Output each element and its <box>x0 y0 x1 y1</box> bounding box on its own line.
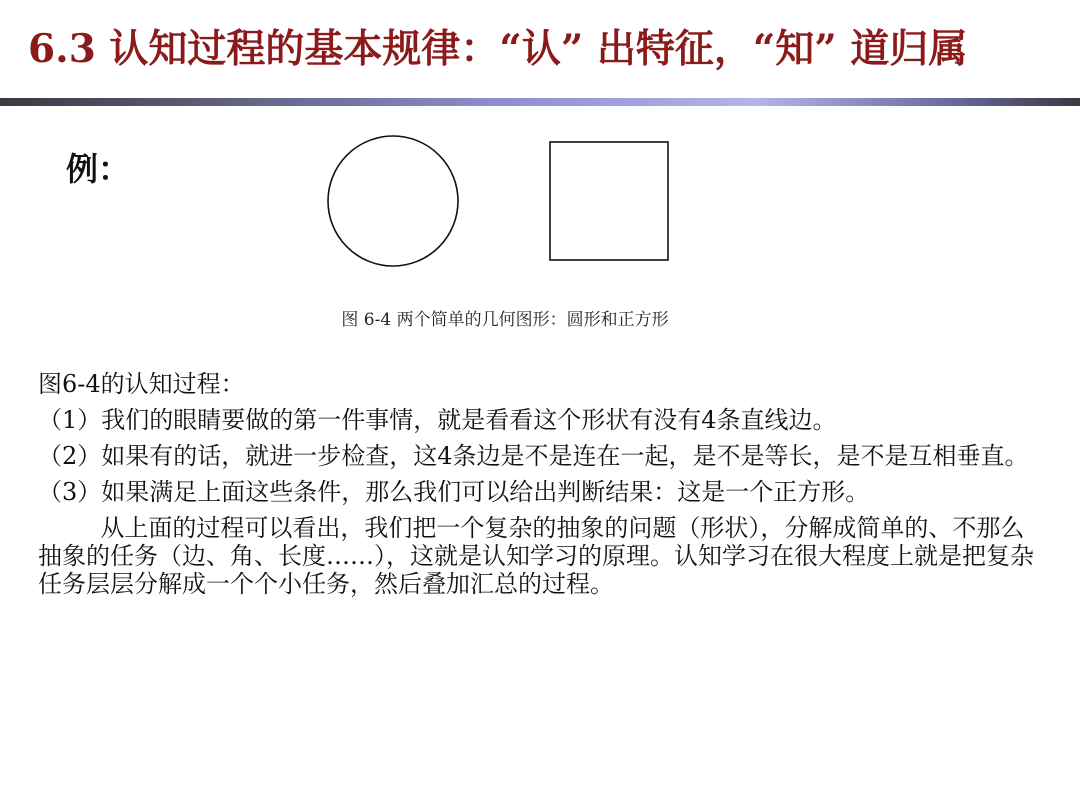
slide-title: 6.3 认知过程的基本规律：“认” 出特征，“知” 道归属 <box>28 26 968 72</box>
square-shape <box>550 142 668 260</box>
circle-shape <box>328 136 458 266</box>
geometry-figure <box>320 134 680 274</box>
title-underline <box>0 98 1080 106</box>
conclusion-paragraph: 从上面的过程可以看出，我们把一个复杂的抽象的问题（形状），分解成简单的、不那么抽象的任务（边、角、长度……），这就是认知学习的原理。认知学习在很大程度上就是把复杂任务层层分解成一个个小任务，然后叠加汇总的过程。 <box>38 514 1034 598</box>
process-intro: 图6-4的认知过程： <box>38 370 245 398</box>
step-3: （3）如果满足上面这些条件，那么我们可以给出判断结果：这是一个正方形。 <box>38 478 870 506</box>
step-2: （2）如果有的话，就进一步检查，这4条边是不是连在一起，是不是等长，是不是互相垂直。 <box>38 442 1029 470</box>
step-1: （1）我们的眼睛要做的第一件事情，就是看看这个形状有没有4条直线边。 <box>38 406 837 434</box>
figure-caption: 图 6-4 两个简单的几何图形：圆形和正方形 <box>341 310 669 330</box>
example-label: 例： <box>66 150 131 188</box>
body-text <box>38 370 1038 606</box>
